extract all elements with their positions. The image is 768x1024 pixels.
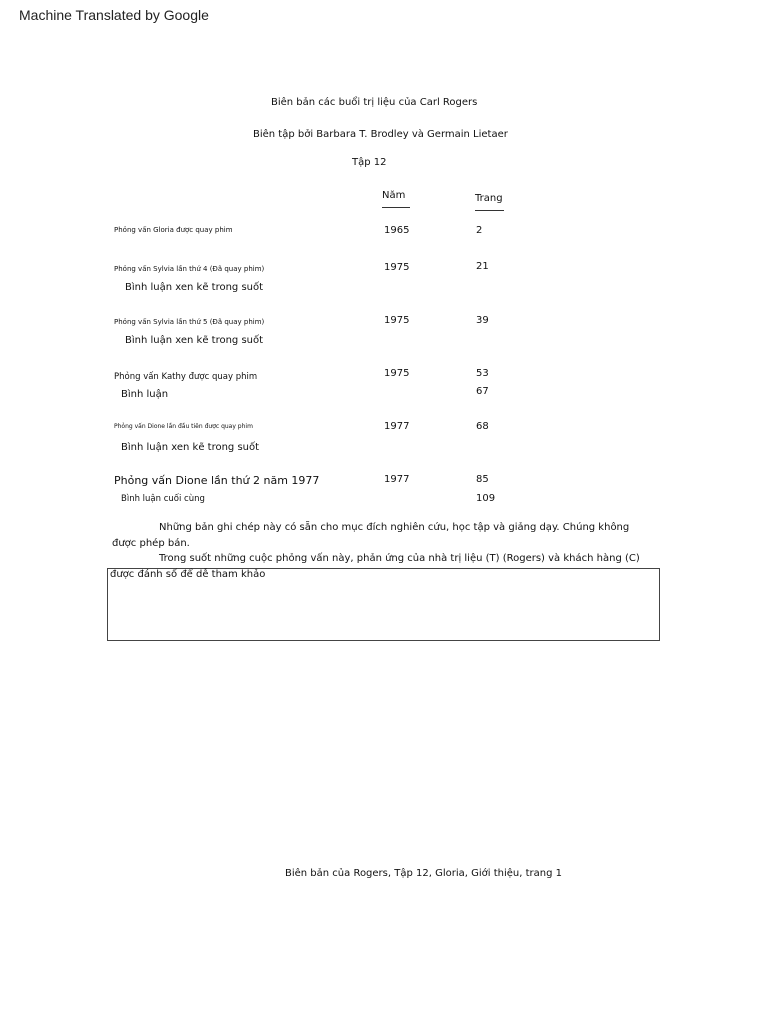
toc-entry-title: Phỏng vấn Dione lần đầu tiên được quay phim — [114, 423, 253, 430]
document-editors: Biên tập bởi Barbara T. Brodley và Germain Lietaer — [253, 129, 508, 140]
toc-entry-title: Phỏng vấn Sylvia lần thứ 4 (Đã quay phim) — [114, 265, 265, 273]
numbering-note-line: Trong suốt những cuộc phỏng vấn này, phản ứng của nhà trị liệu (T) (Rogers) và khách hàng (C) — [159, 553, 640, 564]
toc-entry-title: Phỏng vấn Kathy được quay phim — [114, 372, 258, 382]
toc-entry-title: Phỏng vấn Dione lần thứ 2 năm 1977 — [114, 474, 320, 487]
toc-entry-title: Phỏng vấn Sylvia lần thứ 5 (Đã quay phim) — [114, 318, 265, 326]
toc-entry-year: 1975 — [384, 262, 410, 273]
toc-entry-page: 2 — [476, 225, 483, 236]
toc-entry-page: 39 — [476, 315, 489, 326]
page-footer: Biên bản của Rogers, Tập 12, Gloria, Giới thiệu, trang 1 — [285, 868, 562, 879]
usage-note-line: Những bản ghi chép này có sẵn cho mục đích nghiên cứu, học tập và giảng dạy. Chúng không — [159, 522, 630, 533]
usage-note-line: được phép bán. — [112, 538, 190, 549]
toc-entry-page: 85 — [476, 474, 489, 485]
volume-label: Tập 12 — [352, 157, 387, 168]
toc-entry-note: Bình luận — [121, 389, 169, 400]
toc-entry-title: Phỏng vấn Gloria được quay phim — [114, 226, 233, 234]
year-column-header: Năm — [382, 190, 410, 208]
toc-entry-year: 1977 — [384, 421, 410, 432]
toc-entry-year: 1977 — [384, 474, 410, 485]
toc-entry-year: 1975 — [384, 368, 410, 379]
machine-translation-banner: Machine Translated by Google — [19, 7, 209, 23]
toc-entry-note-page: 109 — [476, 493, 496, 504]
toc-entry-page: 21 — [476, 261, 489, 272]
toc-entry-note: Bình luận xen kẽ trong suốt — [125, 335, 264, 346]
document-title: Biên bản các buổi trị liệu của Carl Rogers — [271, 97, 478, 108]
toc-entry-year: 1975 — [384, 315, 410, 326]
toc-entry-page: 53 — [476, 368, 489, 379]
toc-entry-note: Bình luận cuối cùng — [121, 494, 205, 504]
toc-entry-note-page: 67 — [476, 386, 489, 397]
toc-entry-note: Bình luận xen kẽ trong suốt — [121, 442, 260, 453]
page-column-header: Trang — [475, 193, 504, 211]
toc-entry-note: Bình luận xen kẽ trong suốt — [125, 282, 264, 293]
numbering-note-line: được đánh số để dễ tham khảo — [110, 569, 266, 580]
toc-entry-page: 68 — [476, 421, 489, 432]
toc-entry-year: 1965 — [384, 225, 410, 236]
